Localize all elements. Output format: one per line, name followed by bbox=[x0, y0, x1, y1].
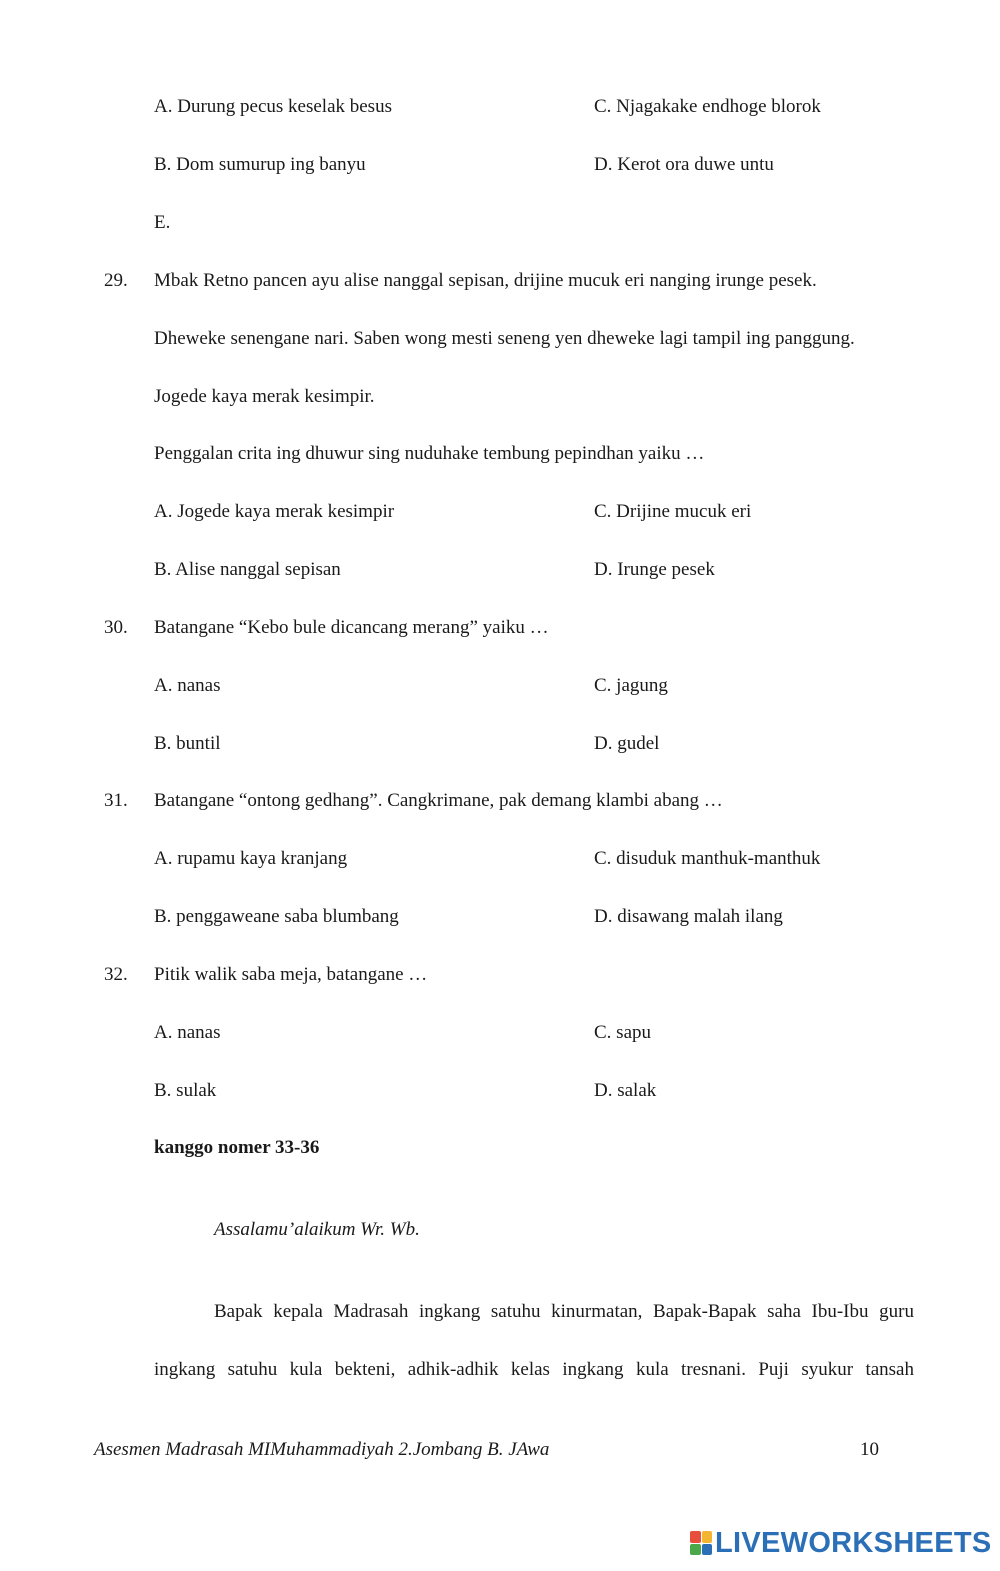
q29-number: 29. bbox=[104, 270, 128, 291]
q32-text: Pitik walik saba meja, batangane … bbox=[154, 964, 428, 985]
q31-option-a: A. rupamu kaya kranjang bbox=[154, 848, 348, 869]
q29-option-b: B. Alise nanggal sepisan bbox=[154, 559, 341, 580]
q28-option-b: B. Dom sumurup ing banyu bbox=[154, 154, 366, 175]
q31-option-d: D. disawang malah ilang bbox=[594, 906, 783, 927]
q30-text: Batangane “Kebo bule dicancang merang” yaiku … bbox=[154, 617, 549, 638]
q29-text-line2: Dheweke senengane nari. Saben wong mesti seneng yen dheweke lagi tampil ing panggung. bbox=[154, 328, 855, 349]
q31-number: 31. bbox=[104, 790, 128, 811]
q32-option-a: A. nanas bbox=[154, 1022, 221, 1043]
q30-option-d: D. gudel bbox=[594, 733, 660, 754]
q29-option-d: D. Irunge pesek bbox=[594, 559, 715, 580]
q29-option-a: A. Jogede kaya merak kesimpir bbox=[154, 501, 395, 522]
speech-greeting: Assalamu’alaikum Wr. Wb. bbox=[214, 1219, 420, 1240]
q30-option-b: B. buntil bbox=[154, 733, 221, 754]
q28-option-d: D. Kerot ora duwe untu bbox=[594, 154, 774, 175]
q28-option-a: A. Durung pecus keselak besus bbox=[154, 96, 392, 117]
liveworksheets-logo-text: LIVEWORKSHEETS bbox=[715, 1526, 992, 1559]
footer-title: Asesmen Madrasah MIMuhammadiyah 2.Jombang B. JAwa bbox=[94, 1439, 550, 1460]
q28-option-c: C. Njagakake endhoge blorok bbox=[594, 96, 821, 117]
speech-paragraph-line1: Bapak kepala Madrasah ingkang satuhu kinurmatan, Bapak-Bapak saha Ibu-Ibu guru bbox=[214, 1301, 914, 1322]
q32-option-b: B. sulak bbox=[154, 1080, 217, 1101]
q30-number: 30. bbox=[104, 617, 128, 638]
q32-option-c: C. sapu bbox=[594, 1022, 651, 1043]
speech-paragraph-line2: ingkang satuhu kula bekteni, adhik-adhik kelas ingkang kula tresnani. Puji syukur tansah bbox=[154, 1359, 914, 1380]
section-heading: kanggo nomer 33-36 bbox=[154, 1137, 320, 1158]
q29-prompt: Penggalan crita ing dhuwur sing nuduhake tembung pepindhan yaiku … bbox=[154, 443, 705, 464]
liveworksheets-logo-icon bbox=[690, 1531, 712, 1555]
page-number: 10 bbox=[860, 1439, 879, 1460]
q32-option-d: D. salak bbox=[594, 1080, 657, 1101]
q31-option-c: C. disuduk manthuk-manthuk bbox=[594, 848, 821, 869]
q32-number: 32. bbox=[104, 964, 128, 985]
q30-option-c: C. jagung bbox=[594, 675, 668, 696]
q29-option-c: C. Drijine mucuk eri bbox=[594, 501, 752, 522]
q31-text: Batangane “ontong gedhang”. Cangkrimane, pak demang klambi abang … bbox=[154, 790, 723, 811]
q31-option-b: B. penggaweane saba blumbang bbox=[154, 906, 399, 927]
q29-text-line1: Mbak Retno pancen ayu alise nanggal sepisan, drijine mucuk eri nanging irunge pesek. bbox=[154, 270, 817, 291]
liveworksheets-logo bbox=[690, 1528, 992, 1558]
q28-option-e: E. bbox=[154, 212, 171, 233]
q29-text-line3: Jogede kaya merak kesimpir. bbox=[154, 386, 375, 407]
q30-option-a: A. nanas bbox=[154, 675, 221, 696]
